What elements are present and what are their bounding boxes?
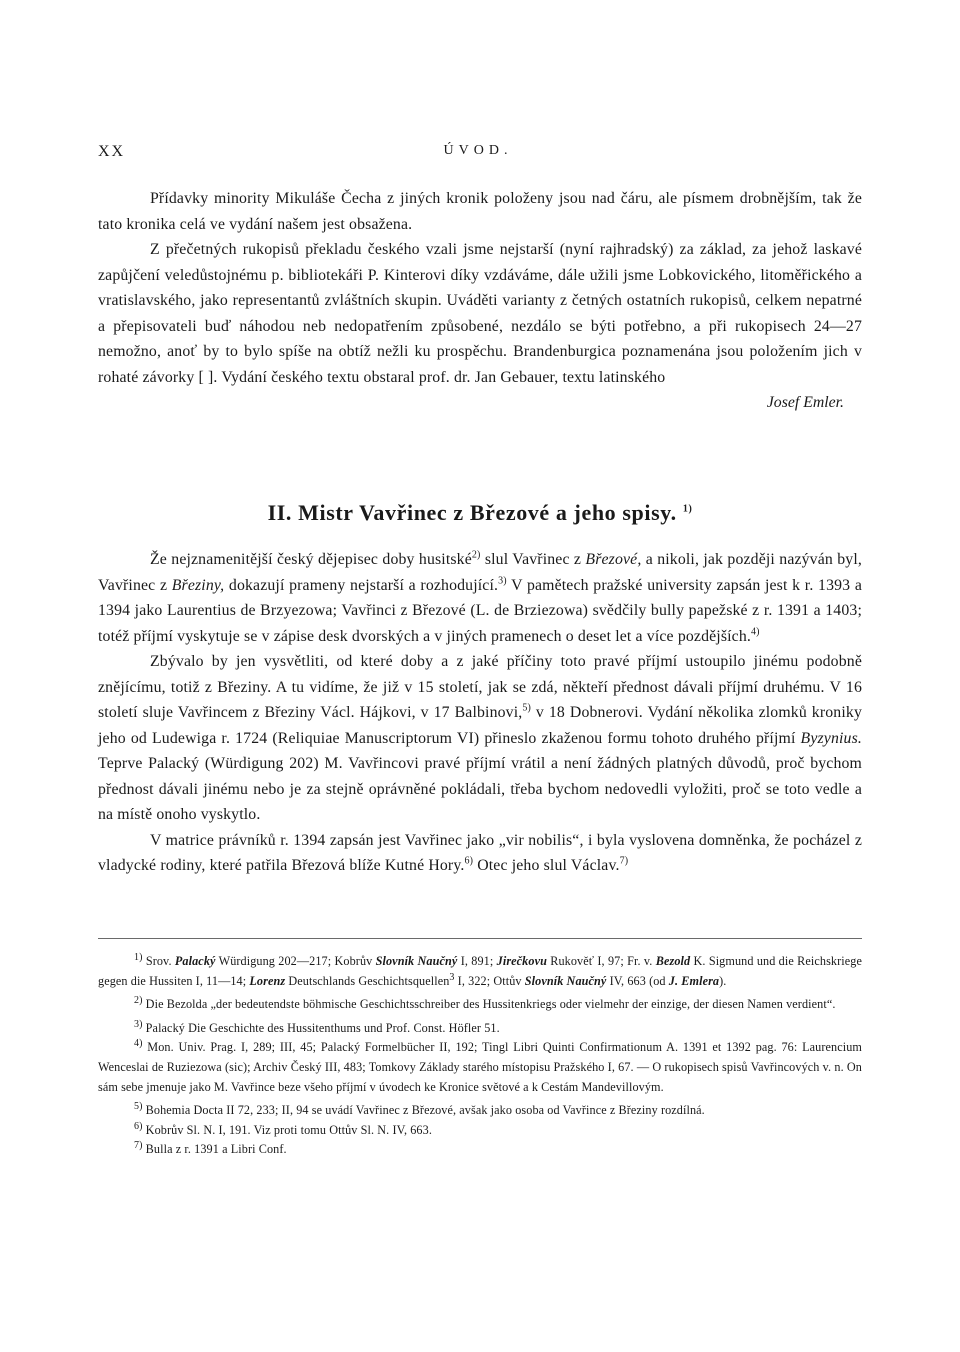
italic-run: Lorenz (249, 973, 286, 988)
section-title (98, 500, 862, 526)
footnote-6 (98, 1121, 862, 1141)
running-head: ÚVOD. (443, 143, 513, 158)
body-block (98, 547, 862, 879)
text-run: ). (719, 973, 727, 988)
footnote-ref: 7) (619, 855, 629, 867)
text-run: Zbývalo by jen vysvětliti, od které doby a z jaké příčiny toto pravé příjmí ustoupilo jinému podobně znějícímu, totiž z Březiny. A tu vidíme, že již v 15 století, jak se zdá, někteří přednost dávali příjmí druhému. V 16 století sluje Vavřincem z Březiny Václ. Hájkovi, v 17 Balbinovi, (98, 653, 862, 721)
italic-run: Slovník Naučný (375, 954, 458, 968)
footnote-1 (98, 952, 862, 991)
footnote-3 (98, 1019, 862, 1039)
italic-run: Jirečkovu (496, 954, 547, 968)
footnote-mark: 6) (134, 1120, 143, 1132)
footnote-mark: 2) (134, 995, 143, 1007)
footnote-text: Mon. Univ. Prag. I, 289; III, 45; Palacký Formelbücher II, 192; Tingl Libri Quinti Confirmationum A. 1391 et 1392 pag. 76: Laurencium Wenceslai de Ruziezowa (sic); Archiv Český III, 483; Tomkovy Základy starého místopisu Pražského I, 67. — O rukopisech spisů Vavřincových v. n. On sám sebe jmenuje jako M. Vavřince beze všeho příjmí v úvodech ke Kronice světové a k Cestám Mandevillovým. (98, 1040, 862, 1094)
footnote-text: Kobrův Sl. N. I, 191. Viz proti tomu Ottův Sl. N. IV, 663. (142, 1122, 432, 1137)
intro-block (98, 186, 862, 416)
intro-paragraph-1: Přídavky minority Mikuláše Čecha z jiných kronik položeny jsou nad čáru, ale písmem drobnějším, tak že tato kronika celá ve vydání našem jest obsažena. (98, 190, 862, 233)
footnote-ref: 2) (471, 549, 481, 561)
footnote-4 (98, 1038, 862, 1097)
italic-run: Březové, (585, 551, 642, 568)
italic-run: Palacký (174, 954, 216, 968)
footnote-ref: 4) (750, 626, 760, 638)
footnote-divider (98, 938, 862, 939)
body-paragraph-3 (98, 828, 862, 879)
body-paragraph-1 (98, 547, 862, 649)
text-run: Würdigung 202—217; Kobrův (215, 954, 376, 968)
page-number: XX (98, 143, 126, 160)
text-run: V pamětech pražské university zapsán jest k r. 1393 a 1394 jako Laurentius de Brzyezowa; Vavřinci z Březové (L. de Brziezowa) svědčily bully papežské z r. 1391 a 1403; totéž příjmí vyskytuje se v zápise desk dvorských a v jiných pramenech o deset let a více pozdějších. (98, 576, 863, 645)
text-run: Rukověť I, 97; Fr. v. (546, 954, 656, 968)
body-paragraph-2 (98, 649, 862, 828)
footnote-5 (98, 1101, 862, 1121)
text-run: dokazují prameny nejstarší a rozhodující. (224, 576, 499, 594)
edition-mark: 3 (449, 971, 455, 983)
footnote-text: Bohemia Docta II 72, 233; II, 94 se uvádí Vavřinec z Březové, avšak jako osoba od Vavřince z Březiny rozdílná. (142, 1103, 705, 1118)
footnotes (98, 952, 862, 1160)
footnote-mark: 3) (134, 1018, 143, 1030)
text-run: Otec jeho slul Václav. (473, 857, 620, 874)
page-header (98, 143, 858, 167)
footnote-ref: 5) (522, 702, 531, 714)
footnote-mark: 4) (134, 1038, 143, 1050)
text-run: I, 322; Ottův (454, 973, 525, 988)
section-title-text: II. Mistr Vavřinec z Březové a jeho spisy. (267, 500, 677, 525)
text-run: a nikoli, jak později nazýván byl, Vavřinec z (98, 551, 862, 594)
italic-run: Březiny, (171, 576, 225, 594)
text-run: Teprve Palacký (Würdigung 202) M. Vavřincovi pravé příjmí vrátil a není žádných platných důvodů, proč bychom přednost dávali jinému nebo je za stejně oprávněné pokládali, třeba bychom nedovedli vyložiti, proč se toto vedle a na místě onoho vyskytlo. (98, 755, 862, 823)
text-run: v 18 Dobnerovi. Vydání několika zlomků kroniky jeho od Ludewiga r. 1724 (Reliquiae Manuscriptorum VI) přineslo zkaženou formu tohoto druhého příjmí (98, 704, 862, 747)
footnote-7 (98, 1140, 862, 1160)
italic-run: Slovník Naučný (524, 973, 607, 988)
footnote-mark: 7) (134, 1140, 143, 1152)
italic-run: J. Emlera (668, 973, 720, 988)
text-run: slul Vavřinec z (480, 551, 586, 568)
signature: Josef Emler. (766, 394, 844, 411)
italic-run: Byzynius. (800, 729, 862, 747)
footnote-ref: 3) (498, 575, 507, 587)
text-run: I, 891; (457, 954, 497, 968)
footnote-mark: 1) (134, 951, 143, 963)
text-run: Deutschlands Geschichtsquellen (285, 973, 450, 988)
footnote-mark: 5) (134, 1101, 143, 1113)
footnote-text: Palacký Die Geschichte des Hussitenthums und Prof. Const. Höfler 51. (142, 1020, 500, 1035)
text-run: Že nejznamenitější český dějepisec doby husitské (150, 551, 472, 568)
text-run: K. Sigmund und die Reichskriege gegen die Hussiten I, 11—14; (98, 954, 862, 988)
footnote-2 (98, 995, 862, 1015)
text-run: V matrice právníků r. 1394 zapsán jest Vavřinec jako „vir nobilis“, i byla vyslovena domněnka, že pocházel z vladycké rodiny, které patřila Březová blíže Kutné Hory. (98, 831, 862, 874)
footnote-ref: 1) (682, 503, 693, 515)
intro-paragraph-2: Z přečetných rukopisů překladu českého vzali jsme nejstarší (nyní rajhradský) za základ, za jehož laskavé zapůjčení veledůstojnému p. bibliotekáři P. Kinterovi díky vzdáváme, dále užili jsme Lobkovického, litoměřického a vratislavského, jako representantů zvláštních skupin. Uváděti varianty z četných ostatních rukopisů, celkem nepatrné a přepisovateli buď náhodou neb nedopatřením způsobené, nezdálo se býti potřebno, a při rukopisech 24—27 nemožno, anoť by to bylo spíše na obtíž nežli ku prospěchu. Brandenburgica poznamenána jsou položením jich v rohaté závorky [ ]. Vydání českého textu obstaral prof. dr. Jan Gebauer, textu latinského (98, 241, 862, 386)
footnote-text: Die Bezolda „der bedeutendste böhmische Geschichtsschreiber des Hussitenkriegs oder vielmehr der einzige, der diesen Namen verdient“. (142, 997, 836, 1012)
italic-run: Bezold (655, 954, 691, 968)
text-run: Srov. (142, 954, 175, 968)
footnote-text: Bulla z r. 1391 a Libri Conf. (142, 1142, 287, 1157)
text-run: IV, 663 (od (606, 973, 669, 988)
footnote-ref: 6) (464, 855, 474, 867)
